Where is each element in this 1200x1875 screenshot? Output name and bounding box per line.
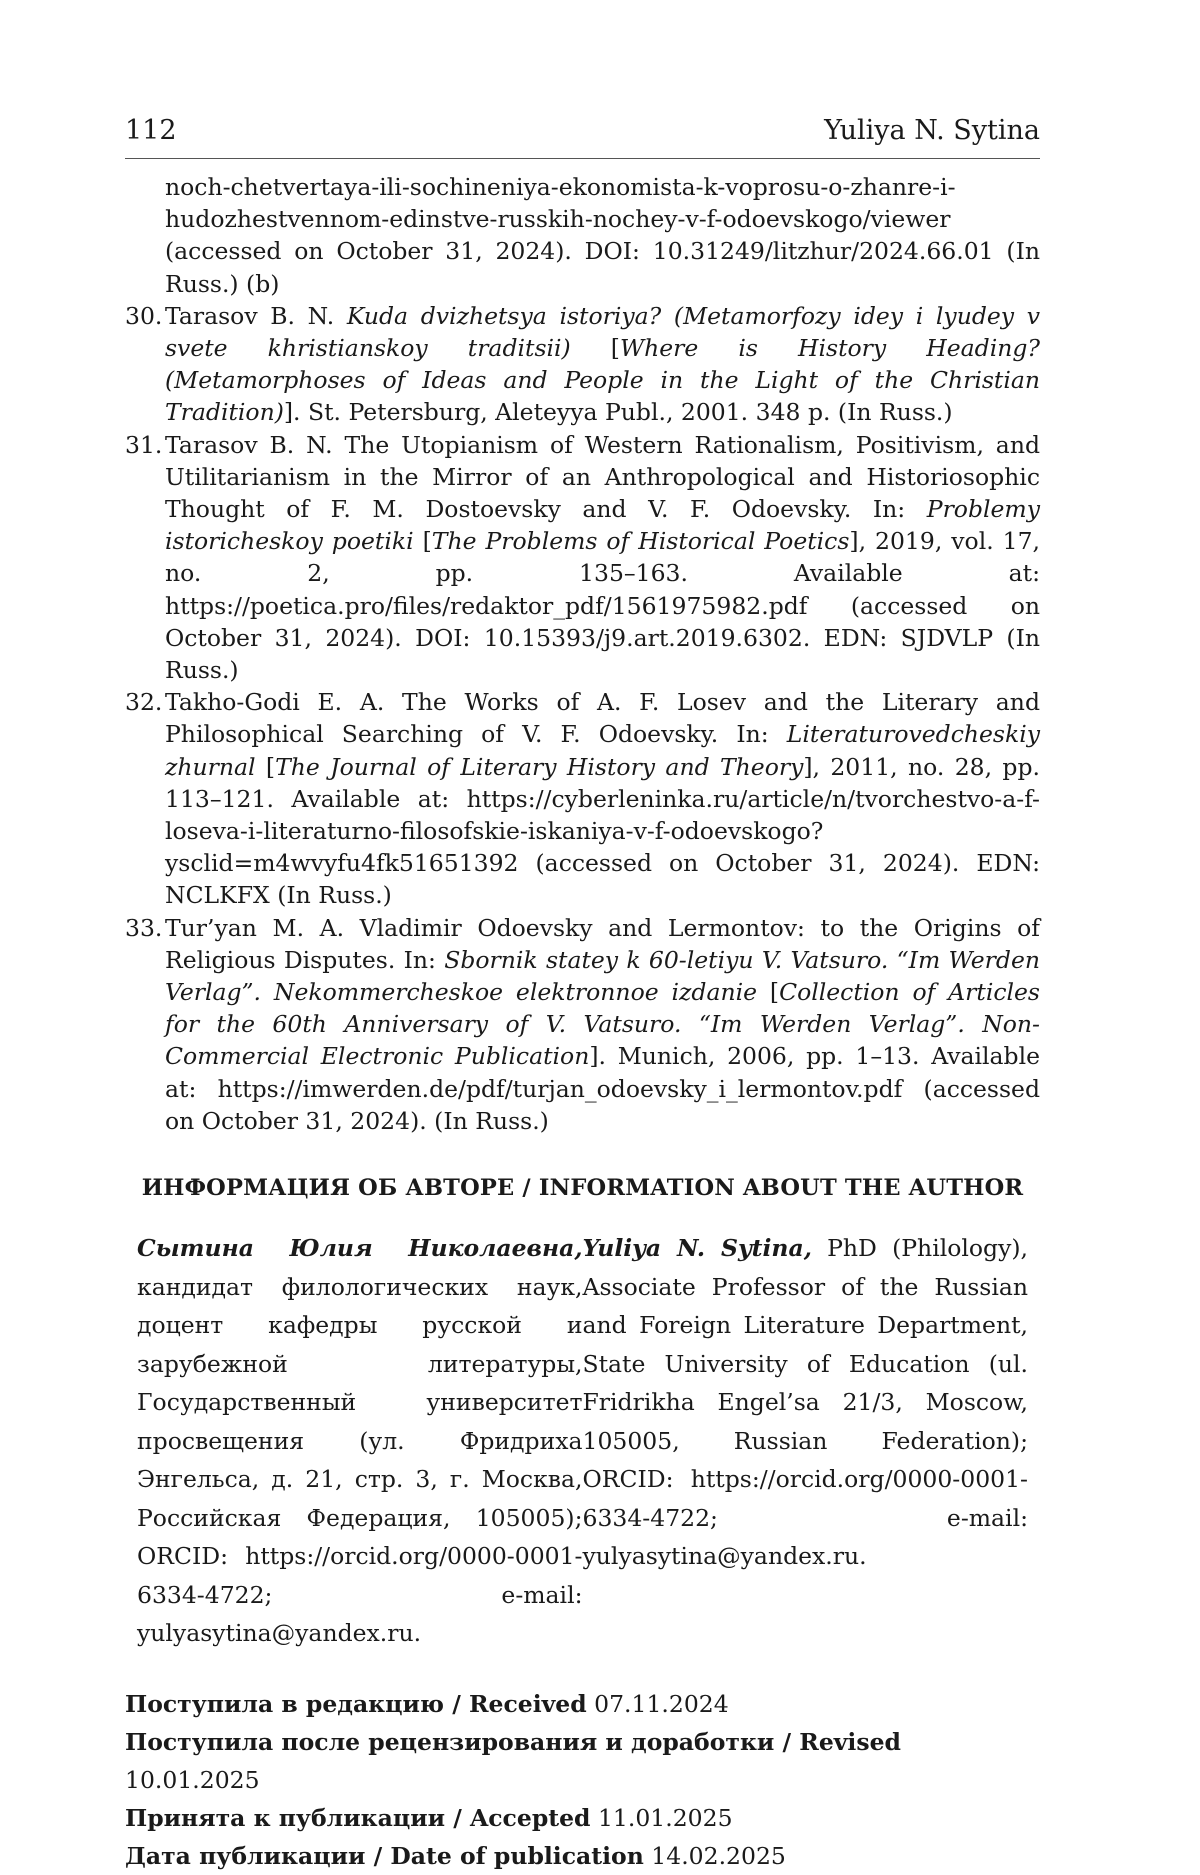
running-title: Yuliya N. Sytina — [824, 115, 1040, 146]
page-number: 112 — [125, 115, 177, 146]
author-name-ru: Сытина Юлия Николаевна, — [137, 1234, 583, 1263]
author-info-heading: ИНФОРМАЦИЯ ОБ АВТОРЕ / INFORMATION ABOUT THE AUTHOR — [141, 1175, 1024, 1202]
reference-number: 30. — [125, 301, 163, 330]
reference-item — [125, 912, 1040, 1137]
reference-item — [125, 429, 1040, 687]
date-revised: Поступила после рецензирования и доработки / Revised 10.01.2025 — [125, 1727, 901, 1794]
reference-title-translation: Where is History Heading? (Metamorphoses of Ideas and People in the Light of the Christian Tradition) — [165, 334, 1040, 427]
author-bio-ru — [137, 1229, 583, 1653]
author-name-en: Yuliya N. Sytina, — [582, 1234, 812, 1263]
author-bio-ru-text: кандидат филологических наук, доцент кафедры русской и зарубежной литературы, Государственный университет просвещения (ул. Фридриха Энгельса, д. 21, стр. 3, г. Москва, Российская Федерация, 105005); ORCID: https://orcid.org/0000-0001-6334-4722; e-mail: yulyasytina@yandex.ru. — [137, 1272, 583, 1648]
reference-title-translation: The Journal of Literary History and Theory — [275, 752, 804, 781]
reference-body: Takho-Godi E. A. The Works of A. F. Losev and the Literary and Philosophical Searching of V. F. Odoevsky. In: Literaturovedcheskiy zhurnal [The Journal of Literary History and Theory], 2011, no. 28, pp. 113–121. Available at: https://cyberleninka.ru/article/n/tvorchestvo-a-f-loseva-i-literaturno-filosofskie-iskaniya-v-f-odoevskogo?ysclid=m4wvyfu4fk51651392 (accessed on October 31, 2024). EDN: NCLKFX (In Russ.) — [165, 688, 1040, 910]
reference-number: 31. — [125, 430, 163, 459]
date-published: Дата публикации / Date of publication 14.02.2025 — [125, 1841, 786, 1870]
reference-number: 33. — [125, 913, 163, 942]
reference-item — [125, 686, 1040, 911]
reference-title-italic: Literaturovedcheskiy zhurnal — [165, 720, 1040, 781]
reference-title-italic: Kuda dvizhetsya istoriya? (Metamorfozy idey i lyudey v svete khristianskoy traditsii) — [165, 301, 1040, 363]
author-bio-en-text: PhD (Philology), Associate Professor of the Russian and Foreign Literature Department, State University of Education (ul. Fridrikha Engel’sa 21/3, Moscow, 105005, Russian Federation); ORCID: https://orcid.org/0000-0001-6334-4722; e-mail: yulyasytina@yandex.ru. — [582, 1234, 1028, 1571]
page — [125, 115, 1040, 1875]
reference-item — [125, 300, 1040, 429]
reference-title-translation: The Problems of Historical Poetics — [431, 527, 850, 556]
reference-title-translation: Collection of Articles for the 60th Anniversary of V. Vatsuro. “Im Werden Verlag”. Non-Commercial Electronic Publication — [165, 978, 1040, 1071]
reference-body: Tarasov B. N. Kuda dvizhetsya istoriya? (Metamorfozy idey i lyudey v svete khristianskoy traditsii) [Where is History Heading? (Metamorphoses of Ideas and People in the Light of the Christian Tradition)]. St. Petersburg, Aleteyya Publ., 2001. 348 p. (In Russ.) — [165, 301, 1040, 427]
date-accepted: Принята к публикации / Accepted 11.01.2025 — [125, 1803, 733, 1832]
reference-list — [125, 171, 1040, 1137]
running-header — [125, 115, 1040, 159]
date-received: Поступила в редакцию / Received 07.11.2024 — [125, 1689, 729, 1718]
reference-title-italic: Problemy istoricheskoy poetiki — [165, 495, 1040, 556]
reference-number: 32. — [125, 688, 163, 717]
reference-continuation — [125, 171, 1040, 300]
reference-title-italic: Sbornik statey k 60-letiyu V. Vatsuro. “Im Werden Verlag”. Nekommercheskoe elektronnoe izdanie — [165, 945, 1040, 1007]
reference-body: Tarasov B. N. The Utopianism of Western Rationalism, Positivism, and Utilitarianism in the Mirror of an Anthropological and Historiosophic Thought of F. M. Dostoevsky and V. F. Odoevsky. In: Problemy istoricheskoy poetiki [The Problems of Historical Poetics], 2019, vol. 17, no. 2, pp. 135–163. Available at: https://poetica.pro/files/redaktor_pdf/1561975982.pdf (accessed on October 31, 2024). DOI: 10.15393/j9.art.2019.6302. EDN: SJDVLP (In Russ.) — [165, 430, 1041, 685]
author-bios — [125, 1229, 1040, 1653]
reference-body: Tur’yan M. A. Vladimir Odoevsky and Lermontov: to the Origins of Religious Disputes. In: Sbornik statey k 60-letiyu V. Vatsuro. “Im Werden Verlag”. Nekommercheskoe elektronnoe izdanie [Collection of Articles for the 60th Anniversary of V. Vatsuro. “Im Werden Verlag”. Non-Commercial Electronic Publication]. Munich, 2006, pp. 1–13. Available at: https://imwerden.de/pdf/turjan_odoevsky_i_lermontov.pdf (accessed on October 31, 2024). (In Russ.) — [165, 913, 1041, 1135]
author-bio-en — [583, 1229, 1029, 1653]
reference-body: noch-chetvertaya-ili-sochineniya-ekonomista-k-voprosu-o-zhanre-i-hudozhestvennom-edinstve-russkih-nochey-v-f-odoevskogo/viewer (accessed on October 31, 2024). DOI: 10.31249/litzhur/2024.66.01 (In Russ.) (b) — [165, 173, 1040, 298]
